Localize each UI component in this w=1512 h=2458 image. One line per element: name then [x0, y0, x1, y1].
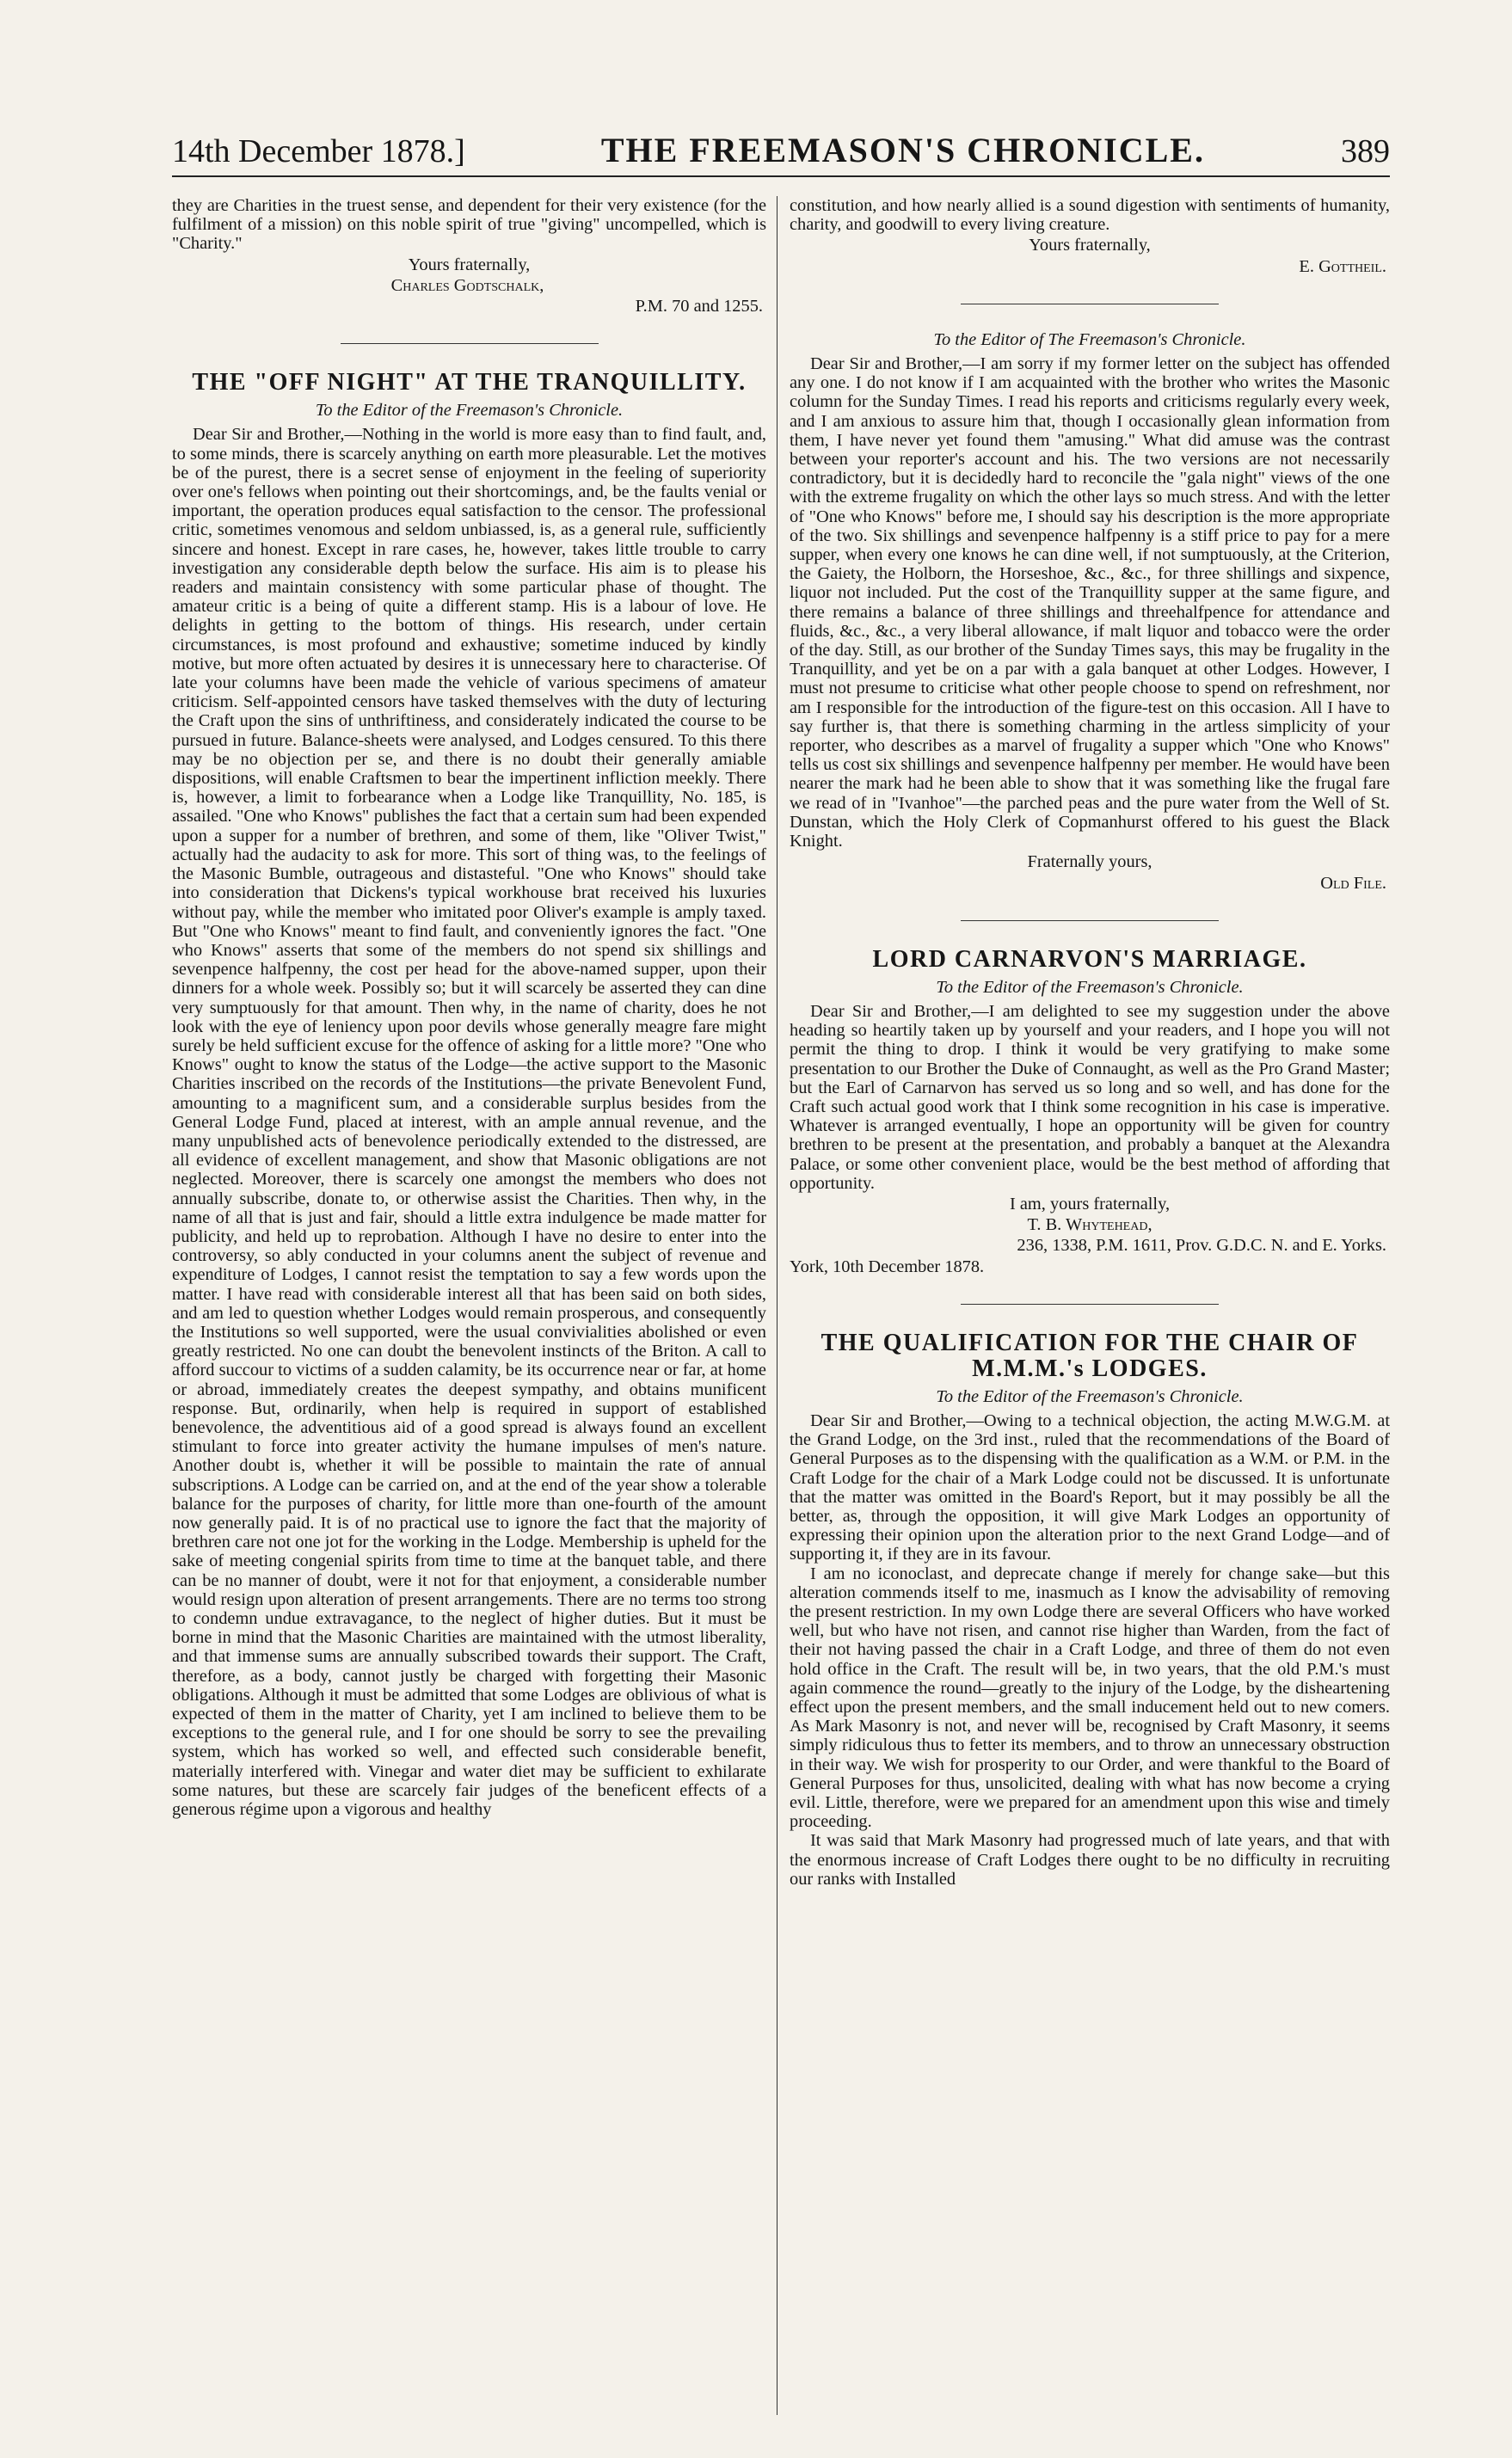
columns — [172, 196, 1390, 2415]
continued-letter-text: they are Charities in the truest sense, and dependent for their very existence (for the fulfilment of a mission) on this noble spirit of true "giving" uncompelled, which is "Charity." — [172, 196, 766, 254]
section-divider — [341, 343, 599, 344]
letter-signature: T. B. Whytehead, — [1027, 1215, 1152, 1235]
article-body: Dear Sir and Brother,—I am delighted to see my suggestion under the above heading so heartily taken up by yourself and your readers, and I hope you will not permit the thing to drop. I think it would be very gratifying to make some presentation to our Brother the Duke of Connaught, as well as the Pro Grand Master; but the Earl of Carnarvon has served us so long and so well, and has done for the Craft such actual good work that I think some recognition in his case is imperative. Whatever is arranged eventually, I hope an opportunity will be given for country brethren to be present at the presentation, and probably a banquet at the Alexandra Palace, or some other convenient place, would be the best method of affording that opportunity. — [790, 1001, 1390, 1193]
article-body: Dear Sir and Brother,—Owing to a technical objection, the acting M.W.G.M. at the Grand Lodge, on the 3rd inst., ruled that the recommendations of the Board of General Purposes as to the dispensing with the qualification as a W.M. or P.M. in the Craft Lodge for the chair of a Mark Lodge could not be discussed. It is unfortunate that the matter was omitted in the Board's Report, but it may possibly be all the better, as, through the opposition, it will give Mark Lodges an opportunity of expressing their opinion upon the alteration prior to the next Grand Lodge—and of supporting it, if they are in its favour. — [790, 1410, 1390, 1564]
letter-signature: E. Gottheil. — [1299, 256, 1386, 276]
letter-closing: Yours fraternally, — [408, 255, 531, 274]
letter-signature: Charles Godtschalk, — [390, 275, 544, 295]
continued-letter-text: constitution, and how nearly allied is a sound digestion with sentiments of humanity, charity, and goodwill to every living creature. — [790, 196, 1390, 235]
article-headline: THE QUALIFICATION FOR THE CHAIR OF M.M.M.'s LODGES. — [821, 1329, 1359, 1382]
letter-body: Dear Sir and Brother,—I am sorry if my former letter on the subject has offended any one. I do not know if I am acquainted with the brother who writes the Masonic column for the Sunday Times. I read his reports and criticisms regularly every week, and I am anxious to assure him that, though I occasionally glean information from them, I have never yet found them "amusing." What did amuse was the contrast between your reporter's account and his. The two versions are not necessarily contradictory, but it is decidedly hard to reconcile the "gala night" views of the one with the extreme frugality on which the other lays so much stress. And with the letter of "One who Knows" before me, I should say his description is the more appropriate of the two. Six shillings and sevenpence halfpenny is a stiff price to pay for a mere supper, when every one knows he can dine well, if not sumptuously, at the Criterion, the Gaiety, the Holborn, the Horseshoe, &c., &c., for three shillings and sixpence, liquor not included. Put the cost of the Tranquillity supper at the same figure, and there remains a balance of three shillings and threehalfpence for attendance and fluids, &c., &c., a very liberal allowance, if malt liquor and tobacco were the order of the day. Still, as our brother of the Sunday Times says, this may be frugality in the Tranquillity, and yet be on a par with a gala banquet at other Lodges. However, I must not presume to criticise what other people choose to spend on refreshment, nor am I responsible for the introduction of the figure-test on this occasion. All I have to say further is, that there is something charming in the artless simplicity of your reporter, who describes as a marvel of frugality a supper which "One who Knows" tells us cost six shillings and sevenpence halfpenny per member. He would have been nearer the mark had he been able to show that it was something like the frugal fare we read of in "Ivanhoe"—the parched peas and the pure water from the Well of St. Dunstan, which the Holy Clerk of Copmanhurst offered to his guest the Black Knight. — [790, 354, 1390, 851]
article-body: I am no iconoclast, and deprecate change if merely for change sake—but this alteration commends itself to me, inasmuch as I know the advisability of removing the present restriction. In my own Lodge there are several Officers who have worked well, but who have not risen, and cannot rise higher than Warden, from the fact of their not having passed the chair in a Craft Lodge, and three of them do not even hold office in the Craft. The result will be, in two years, that the old P.M.'s must again commence the round—greatly to the injury of the Lodge, by the disheartening effect upon the present members, and the small inducement held out to new comers. As Mark Masonry is not, and never will be, recognised by Craft Masonry, it seems simply ridiculous thus to fetter its members, and to throw an unnecessary obstruction in their way. We wish for prosperity to our Order, and were thankful to the Board of General Purposes for thus, unsolicited, dealing with what has now become a crying evil. Little, therefore, were we prepared for an amendment upon this wise and timely proceeding. — [790, 1564, 1390, 1832]
article-body: Dear Sir and Brother,—Nothing in the world is more easy than to find fault, and, to some minds, there is scarcely anything on earth more pleasurable. Let the motives be of the purest, there is a secret sense of enjoyment in the feeling of superiority over one's fellows when pointing out their shortcomings, and, be the faults venial or important, the operation produces equal satisfaction to the censor. The professional critic, sometimes venomous and seldom unbiassed, is, as a general rule, sufficiently sincere and honest. Except in rare cases, he, however, takes little trouble to carry investigation any considerable depth below the surface. His aim is to please his readers and maintain consistency with some particular phase of thought. The amateur critic is a being of quite a different stamp. His is a labour of love. He delights in getting to the bottom of things. His research, under certain circumstances, is most profound and exhaustive; sometime induced by kindly motive, but more often actuated by desires it is unnecessary here to characterise. Of late your columns have been made the vehicle of various specimens of amateur criticism. Self-appointed censors have tasked themselves with the duty of lecturing the Craft upon the sins of unthriftiness, and considerately indicated the course to be pursued in future. Balance-sheets were analysed, and Lodges censured. To this there may be no objection per se, and there is no doubt their generally amiable dispositions, will enable Craftsmen to bear the impertinent infliction meekly. There is, however, a limit to forbearance when a Lodge like Tranquillity, No. 185, is assailed. "One who Knows" publishes the fact that a certain sum had been expended upon a supper for a number of brethren, and some of them, like "Oliver Twist," actually had the audacity to ask for more. This sort of thing was, to the feelings of the Masonic Bumble, outrageous and distasteful. "One who Knows" should take into consideration that Dickens's typical workhouse brat received his luxuries without pay, while the member who imitated poor Oliver's example is amply taxed. But "One who Knows" meant to find fault, and conveniently ignores the fact. "One who Knows" asserts that some of the members do not spend six shillings and sevenpence halfpenny, the cost per head for the above-named supper, upon their dinners for a whole week. Possibly so; but it will scarcely be asserted they can dine very sumptuously for that amount. Then why, in the name of charity, does he not look with the eye of leniency upon poor devils whose generally meagre fare might surely be held sufficient excuse for the offence of asking for a little more? "One who Knows" ought to know the status of the Lodge—the active support to the Masonic Charities inscribed on the records of the Institutions—the private Benevolent Fund, amounting to a magnificent sum, and a considerable surplus besides from the General Lodge Fund, placed at interest, with an ample annual revenue, and the many unpublished acts of benevolence periodically extended to the distressed, are all evidence of excellent management, and show that Masonic obligations are not neglected. Moreover, there is scarcely one amongst the members who does not annually subscribe, donate to, or otherwise assist the Charities. Then why, in the name of all that is just and fair, should a little extra indulgence be made matter for publicity, and held up to reprobation. Although I have no desire to enter into the controversy, so ably conducted in your columns anent the subject of revenue and expenditure of Lodges, I cannot resist the temptation to say a few words upon the matter. I have read with considerable interest all that has been said on both sides, and am led to question whether Lodges would remain prosperous, and consequently the Institutions so well supported, were the usual convivialities abolished or even greatly restricted. No one can doubt the benevolent instincts of the Briton. A call to afford succour to victims of a sudden calamity, be its occurrence near or far, at home or abroad, immediately creates the deepest sympathy, and obtains munificent response. But, ordinarily, when help is required in support of established benevolence, the adventitious aid of a good spread is always found an excellent stimulant to force into greater activity the humane impulses of men's nature. Another doubt is, whether it will be possible to maintain the rate of annual subscriptions. A Lodge can be carried on, and at the end of the year show a tolerable balance for the purposes of charity, for little more than one-fourth of the amount now generally paid. It is of no practical use to ignore the fact that the majority of brethren care not one jot for the working in the Lodge. Membership is upheld for the sake of meeting congenial spirits from time to time at the banquet table, and there can be no manner of doubt, were it not for that enjoyment, a considerable number would resign upon alteration of present arrangements. There are no terms too strong to condemn undue extravagance, to the neglect of higher duties. But it must be borne in mind that the Masonic Charities are maintained with the utmost liberality, and that immense sums are annually subscribed towards their support. The Craft, therefore, as a body, cannot justly be charged with forgetting their Masonic obligations. Although it must be admitted that some Lodges are oblivious of what is expected of them in the matter of Charity, yet I am inclined to believe them to be exceptions to the general rule, and I for one should be sorry to see the prevailing system, which has worked so well, and effected such considerable benefit, materially interfered with. Vinegar and water diet may be sufficient to exhilarate some natures, but these are scarcely fair judges of the beneficent effects of a generous régime upon a vigorous and healthy — [172, 425, 766, 1820]
letter-signature-detail: 236, 1338, P.M. 1611, Prov. G.D.C. N. and E. Yorks. — [1017, 1236, 1386, 1256]
article-headline: LORD CARNARVON'S MARRIAGE. — [872, 945, 1307, 973]
letter-signature: Old File. — [1320, 873, 1386, 893]
left-column — [172, 196, 778, 2415]
letter-place-date: York, 10th December 1878. — [790, 1257, 985, 1276]
to-editor-line: To the Editor of the Freemason's Chronicle. — [936, 1386, 1244, 1406]
page-number: 389 — [1340, 133, 1390, 169]
section-divider — [961, 1304, 1219, 1305]
letter-closing: I am, yours fraternally, — [1009, 1194, 1171, 1214]
section-divider — [961, 920, 1219, 921]
to-editor-line: To the Editor of The Freemason's Chronicle. — [933, 329, 1246, 349]
masthead — [172, 119, 1390, 177]
right-column — [778, 196, 1390, 2415]
article-body: It was said that Mark Masonry had progressed much of late years, and that with the enormous increase of Craft Lodges there ought to be no difficulty in recruiting our ranks with Installed — [790, 1831, 1390, 1889]
letter-closing: Yours fraternally, — [1029, 236, 1151, 255]
letter-signature-detail: P.M. 70 and 1255. — [635, 297, 763, 316]
letter-closing: Fraternally yours, — [1027, 852, 1152, 872]
to-editor-line: To the Editor of the Freemason's Chronicle. — [315, 401, 624, 421]
paper-title: THE FREEMASON'S CHRONICLE. — [600, 131, 1205, 169]
to-editor-line: To the Editor of the Freemason's Chronicle. — [936, 977, 1244, 997]
article-headline: THE "OFF NIGHT" AT THE TRANQUILLITY. — [192, 369, 747, 396]
issue-date: 14th December 1878.] — [172, 133, 465, 169]
